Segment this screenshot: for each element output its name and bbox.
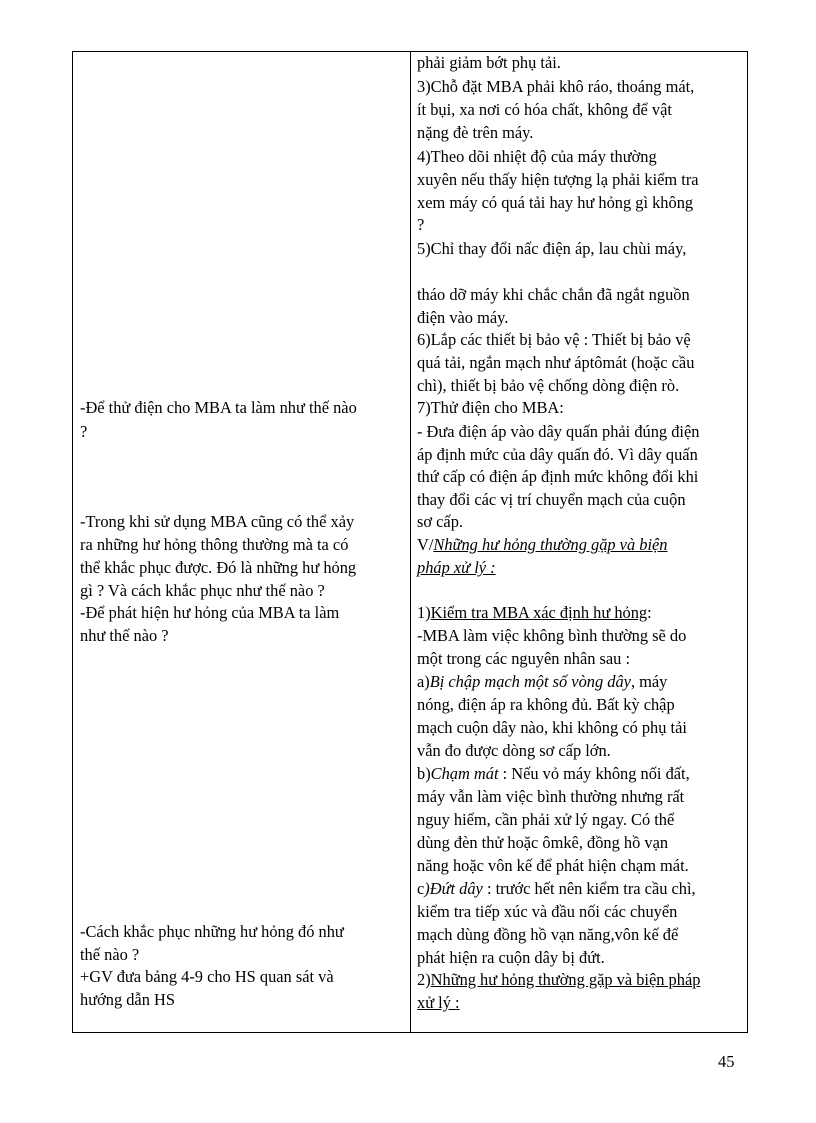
text-line: nặng đè trên máy.	[417, 123, 534, 142]
text-line: điện vào máy.	[417, 308, 509, 327]
text-line: - Đưa điện áp vào dây quấn phải đúng điện	[417, 422, 700, 441]
question-line: -Để phát hiện hư hỏng của MBA ta làm	[80, 603, 340, 622]
text-line: phát hiện ra cuộn dây bị đứt.	[417, 948, 605, 967]
item-prefix: a)	[417, 672, 430, 691]
text-line: 7)Thử điện cho MBA:	[417, 398, 564, 417]
subsection-title: Những hư hỏng thường gặp và biện pháp	[430, 970, 701, 989]
subsection-colon: :	[647, 603, 652, 622]
text-line: mạch dùng đồng hồ vạn năng,vôn kế để	[417, 925, 679, 944]
column-divider	[410, 52, 411, 1032]
question-line: thế nào ?	[80, 945, 140, 964]
subsection-title: Kiểm tra MBA xác định hư hỏng	[430, 603, 648, 622]
question-line: thể khắc phục được. Đó là những hư hỏng	[80, 558, 357, 577]
item-a-heading	[417, 671, 667, 693]
question-line: -Cách khắc phục những hư hỏng đó như	[80, 922, 344, 941]
question-line: -Trong khi sử dụng MBA cũng có thể xảy	[80, 512, 355, 531]
text-line: mạch cuộn dây nào, khi không có phụ tải	[417, 718, 687, 737]
section-title: pháp xử lý :	[417, 558, 496, 577]
text-line: kiểm tra tiếp xúc và đầu nối các chuyển	[417, 902, 678, 921]
text-line: chì), thiết bị bảo vệ chống dòng điện rò.	[417, 376, 680, 395]
text-line: xem máy có quá tải hay hư hỏng gì không	[417, 193, 694, 212]
text-line: quá tải, ngắn mạch như áptômát (hoặc cầu	[417, 353, 695, 372]
section-title: Những hư hỏng thường gặp và biện	[433, 535, 668, 554]
subsection-prefix: 1)	[417, 603, 431, 622]
text-line: 5)Chỉ thay đổi nấc điện áp, lau chùi máy,	[417, 239, 687, 258]
question-line: gì ? Và cách khắc phục như thế nào ?	[80, 581, 325, 600]
item-title: )Đứt dây	[424, 879, 483, 898]
question-line: ra những hư hỏng thông thường mà ta có	[80, 535, 349, 554]
section-v-heading	[417, 534, 667, 556]
text-line: xuyên nếu thấy hiện tượng lạ phải kiểm tra	[417, 170, 699, 189]
text-line: ?	[417, 215, 425, 234]
text-line: 6)Lắp các thiết bị bảo vệ : Thiết bị bảo vệ	[417, 330, 691, 349]
item-rest: : trước hết nên kiểm tra cầu chì,	[482, 879, 696, 898]
item-rest: : Nếu vỏ máy không nối đất,	[498, 764, 690, 783]
subsection-prefix: 2)	[417, 970, 431, 989]
item-prefix: b)	[417, 764, 431, 783]
teacher-note-line: hướng dẫn HS	[80, 990, 175, 1009]
section-prefix: V/	[417, 535, 434, 554]
text-line: năng hoặc vôn kế để phát hiện chạm mát.	[417, 856, 689, 875]
content-table	[72, 51, 748, 1033]
text-line: áp định mức của dây quấn đó. Vì dây quấn	[417, 445, 698, 464]
text-line: thứ cấp có điện áp định mức không đổi khi	[417, 467, 699, 486]
teacher-note-line: +GV đưa bảng 4-9 cho HS quan sát và	[80, 967, 334, 986]
item-c-heading	[417, 878, 696, 900]
text-line: sơ cấp.	[417, 512, 463, 531]
text-line: tháo dỡ máy khi chắc chắn đã ngắt nguồn	[417, 285, 690, 304]
text-line: phải giảm bớt phụ tải.	[417, 53, 561, 72]
page-number: 45	[718, 1052, 735, 1071]
content-column	[417, 52, 745, 1032]
text-line: một trong các nguyên nhân sau :	[417, 649, 631, 668]
text-line: thay đổi các vị trí chuyển mạch của cuộn	[417, 490, 686, 509]
text-line: nguy hiểm, cần phải xử lý ngay. Có thể	[417, 810, 675, 829]
text-line: dùng đèn thử hoặc ômkê, đồng hồ vạn	[417, 833, 669, 852]
teacher-activity-column	[80, 52, 402, 1032]
text-line: vẫn đo được dòng sơ cấp lớn.	[417, 741, 611, 760]
subsection-heading	[417, 969, 700, 991]
question-line: ?	[80, 422, 88, 441]
text-line: máy vẫn làm việc bình thường nhưng rất	[417, 787, 685, 806]
text-line: -MBA làm việc không bình thường sẽ do	[417, 626, 687, 645]
item-title: Bị chập mạch một số vòng dây	[429, 672, 631, 691]
question-line: -Để thử điện cho MBA ta làm như thế nào	[80, 398, 357, 417]
subsection-heading	[417, 602, 652, 624]
item-title: Chạm mát	[430, 764, 499, 783]
item-rest: , máy	[630, 672, 668, 691]
item-prefix: c	[417, 879, 425, 898]
text-line: 3)Chỗ đặt MBA phải khô ráo, thoáng mát,	[417, 77, 695, 96]
text-line: 4)Theo dõi nhiệt độ của máy thường	[417, 147, 657, 166]
text-line: nóng, điện áp ra không đủ. Bất kỳ chập	[417, 695, 675, 714]
text-line: ít bụi, xa nơi có hóa chất, không để vật	[417, 100, 672, 119]
question-line: như thế nào ?	[80, 626, 169, 645]
subsection-title: xử lý :	[417, 993, 460, 1012]
item-b-heading	[417, 763, 690, 785]
